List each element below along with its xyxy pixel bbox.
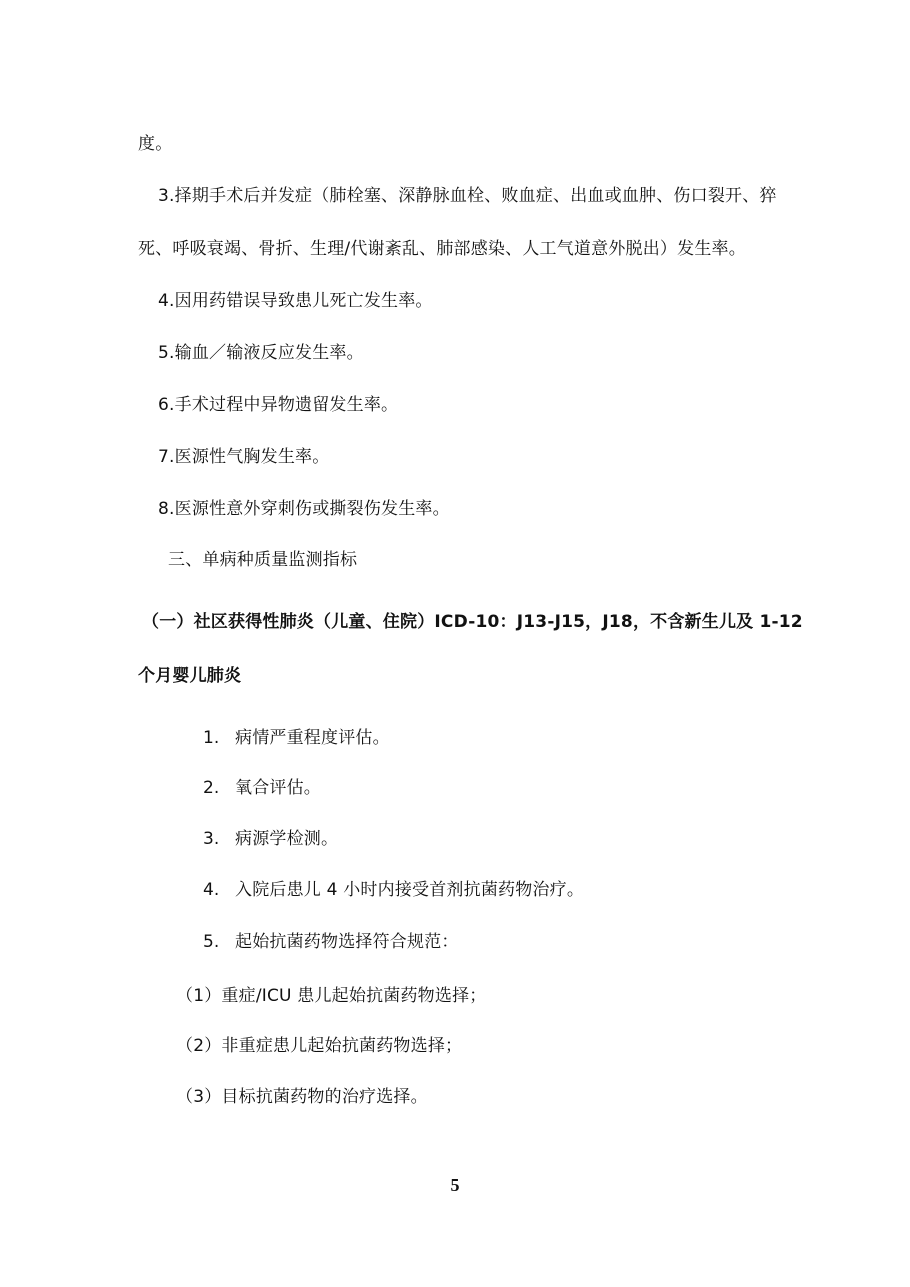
item-5: 5.输血／输液反应发生率。: [158, 343, 364, 363]
continuation-text: 度。: [138, 134, 173, 154]
sub-item-1: （1）重症/ICU 患儿起始抗菌药物选择；: [176, 986, 487, 1006]
item-8: 8.医源性意外穿刺伤或撕裂伤发生率。: [158, 499, 450, 519]
item-3-line-1: 3.择期手术后并发症（肺栓塞、深静脉血栓、败血症、出血或血肿、伤口裂开、猝: [158, 186, 777, 206]
page-number: 5: [450, 1175, 460, 1195]
item-7: 7.医源性气胸发生率。: [158, 447, 330, 467]
list-item-text: 起始抗菌药物选择符合规范：: [235, 932, 459, 952]
sub-item-2: （2）非重症患儿起始抗菌药物选择；: [176, 1036, 463, 1056]
list-item-number: 1.: [203, 728, 220, 748]
list-item-number: 4.: [203, 880, 220, 900]
list-item-text: 氧合评估。: [235, 778, 321, 798]
list-item-number: 5.: [203, 932, 220, 952]
list-item-text: 病源学检测。: [235, 829, 339, 849]
list-item-number: 2.: [203, 778, 220, 798]
item-4: 4.因用药错误导致患儿死亡发生率。: [158, 291, 433, 311]
item-3-line-2: 死、呼吸衰竭、骨折、生理/代谢紊乱、肺部感染、人工气道意外脱出）发生率。: [138, 239, 746, 259]
list-item-number: 3.: [203, 829, 220, 849]
subsection-title-line-2: 个月婴儿肺炎: [138, 666, 242, 686]
list-item-text: 入院后患儿 4 小时内接受首剂抗菌药物治疗。: [235, 880, 585, 900]
sub-item-3: （3）目标抗菌药物的治疗选择。: [176, 1087, 428, 1107]
item-6: 6.手术过程中异物遗留发生率。: [158, 395, 399, 415]
subsection-title-line-1: （一）社区获得性肺炎（儿童、住院）ICD-10：J13-J15，J18，不含新生儿及 1-12: [142, 612, 803, 632]
section-title: 三、单病种质量监测指标: [168, 550, 358, 570]
list-item-text: 病情严重程度评估。: [235, 728, 390, 748]
